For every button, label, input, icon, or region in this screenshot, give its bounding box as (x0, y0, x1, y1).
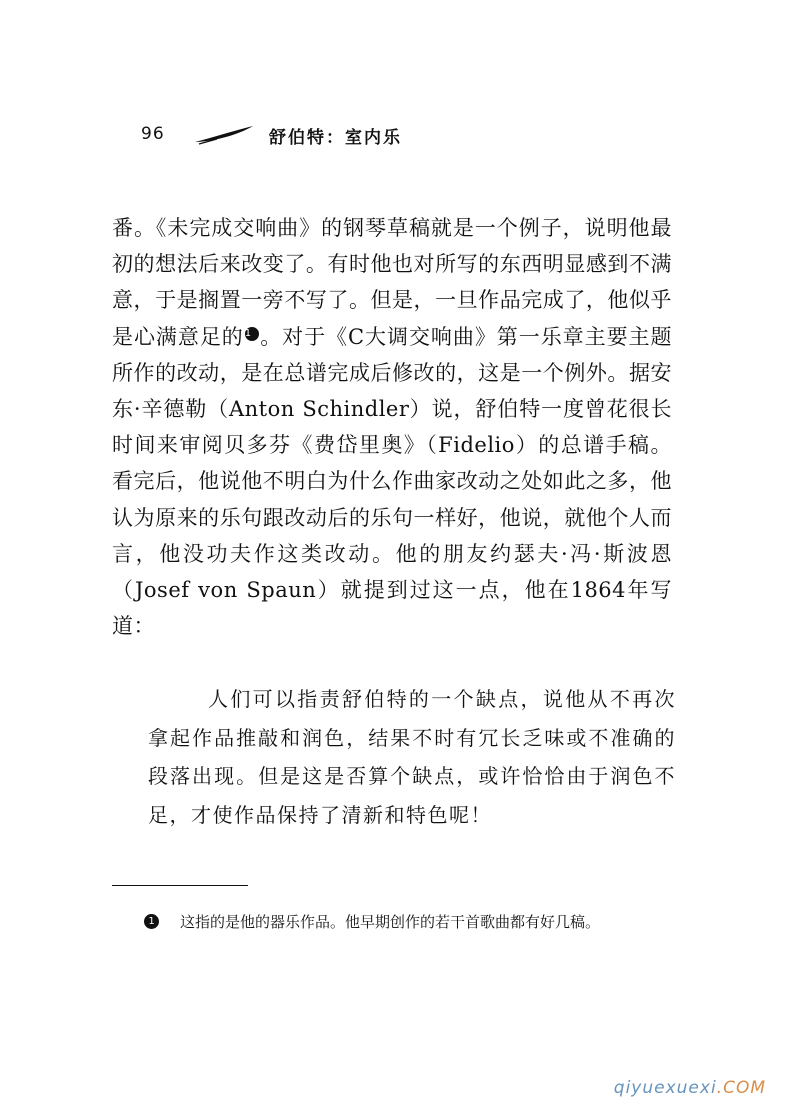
body-paragraph (112, 210, 672, 644)
footnote-text: 这指的是他的器乐作品。他早期创作的若干首歌曲都有好几稿。 (180, 913, 601, 931)
page-header (141, 124, 541, 152)
body-text-part-2: 。对于《C大调交响曲》第一乐章主要主题所作的改动，是在总谱完成后修改的，这是一个例外。据安东·辛德勒（Anton Schindler）说，舒伯特一度曾花很长时间来审阅贝多芬《费岱里奥》（Fidelio）的总谱手稿。看完后，他说他不明白为什么作曲家改动之处如此之多，他认为原来的乐句跟改动后的乐句一样好，他说，就他个人而言，他没功夫作这类改动。他的朋友约瑟夫·冯·斯波恩（Josef von Spaun）就提到过这一点，他在1864年写道： (112, 324, 672, 639)
footnote-marker: 1 (144, 914, 159, 929)
site-watermark (614, 1078, 766, 1098)
watermark-text: qiyuexuexi (613, 1078, 717, 1098)
body-text-part-1: 番。《未完成交响曲》的钢琴草稿就是一个例子，说明他最初的想法后来改变了。有时他也对所写的东西明显感到不满意，于是搁置一旁不写了。但是，一旦作品完成了，他似乎是心满意足的 (112, 216, 672, 349)
footnote (146, 910, 674, 934)
block-quote: 人们可以指责舒伯特的一个缺点，说他从不再次拿起作品推敲和润色，结果不时有冗长乏味或不准确的段落出现。但是这是否算个缺点，或许恰恰由于润色不足，才使作品保持了清新和特色呢！ (148, 687, 676, 827)
footnote-reference[interactable]: 1 (245, 327, 259, 341)
running-title: 舒伯特：室内乐 (269, 128, 402, 148)
footnote-divider (112, 885, 248, 886)
page-number: 96 (141, 124, 165, 144)
quill-icon (193, 124, 255, 146)
watermark-suffix: .COM (716, 1078, 766, 1098)
